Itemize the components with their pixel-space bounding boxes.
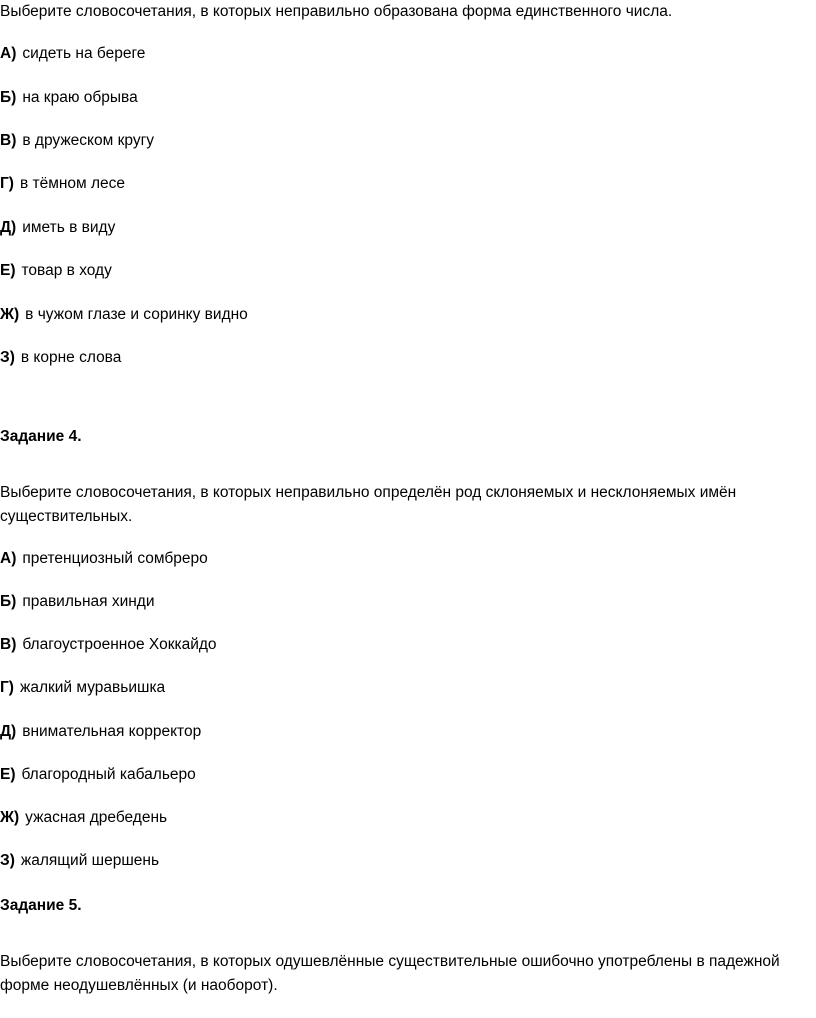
option-letter: Б): [0, 593, 17, 610]
task5-prompt-line2: форме неодушевлённых (и наоборот).: [0, 977, 278, 994]
option-text: благородный кабальеро: [21, 766, 196, 783]
option-letter: З): [0, 852, 15, 869]
option-letter: В): [0, 132, 17, 149]
option-letter: Г): [0, 679, 14, 696]
task3-prompt: Выберите словосочетания, в которых неправильно образована форма единственного числа.: [0, 3, 673, 20]
option-text: внимательная корректор: [22, 723, 202, 740]
task4-prompt-line1: Выберите словосочетания, в которых неправильно определён род склоняемых и несклоняемых имён: [0, 484, 737, 501]
option-letter: Г): [0, 175, 14, 192]
option-text: жалкий муравьишка: [19, 679, 166, 696]
option-text: иметь в виду: [22, 219, 116, 236]
option-letter: Б): [0, 89, 17, 106]
task4-option-g: [0, 678, 165, 698]
option-letter: Ж): [0, 306, 20, 323]
task3-option-b: [0, 88, 138, 108]
option-letter: Д): [0, 723, 17, 740]
task5-heading: Задание 5.: [0, 897, 82, 914]
task3-option-v: [0, 131, 154, 151]
option-text: в чужом глазе и соринку видно: [25, 306, 248, 323]
option-text: на краю обрыва: [22, 89, 138, 106]
task4-prompt-line2: существительных.: [0, 508, 133, 525]
task4-option-zh: [0, 808, 167, 828]
option-text: жалящий шершень: [20, 852, 160, 869]
task4-option-a: [0, 549, 208, 569]
task3-option-a: [0, 44, 145, 64]
task5-prompt-line1: Выберите словосочетания, в которых одушевлённые существительные ошибочно употреблены в падежной: [0, 953, 780, 970]
task3-option-z: [0, 348, 121, 368]
task4-heading: Задание 4.: [0, 428, 82, 445]
option-letter: А): [0, 45, 17, 62]
option-text: в дружеском кругу: [22, 132, 154, 149]
task4-option-d: [0, 722, 201, 742]
task3-option-zh: [0, 305, 248, 325]
task3-option-g: [0, 174, 125, 194]
task3-option-d: [0, 218, 115, 238]
task4-option-e: [0, 765, 196, 785]
option-text: сидеть на береге: [22, 45, 146, 62]
task3-option-e: [0, 261, 112, 281]
option-letter: Е): [0, 262, 16, 279]
option-letter: З): [0, 349, 15, 366]
task4-option-v: [0, 635, 217, 655]
option-text: ужасная дребедень: [25, 809, 168, 826]
option-text: претенциозный сомбреро: [22, 550, 208, 567]
option-text: благоустроенное Хоккайдо: [22, 636, 217, 653]
task4-option-b: [0, 592, 155, 612]
option-text: товар в ходу: [21, 262, 112, 279]
option-text: в корне слова: [20, 349, 122, 366]
option-text: правильная хинди: [22, 593, 155, 610]
option-letter: А): [0, 550, 17, 567]
option-letter: Д): [0, 219, 17, 236]
option-letter: В): [0, 636, 17, 653]
option-text: в тёмном лесе: [19, 175, 126, 192]
option-letter: Е): [0, 766, 16, 783]
task4-option-z: [0, 851, 159, 871]
option-letter: Ж): [0, 809, 20, 826]
